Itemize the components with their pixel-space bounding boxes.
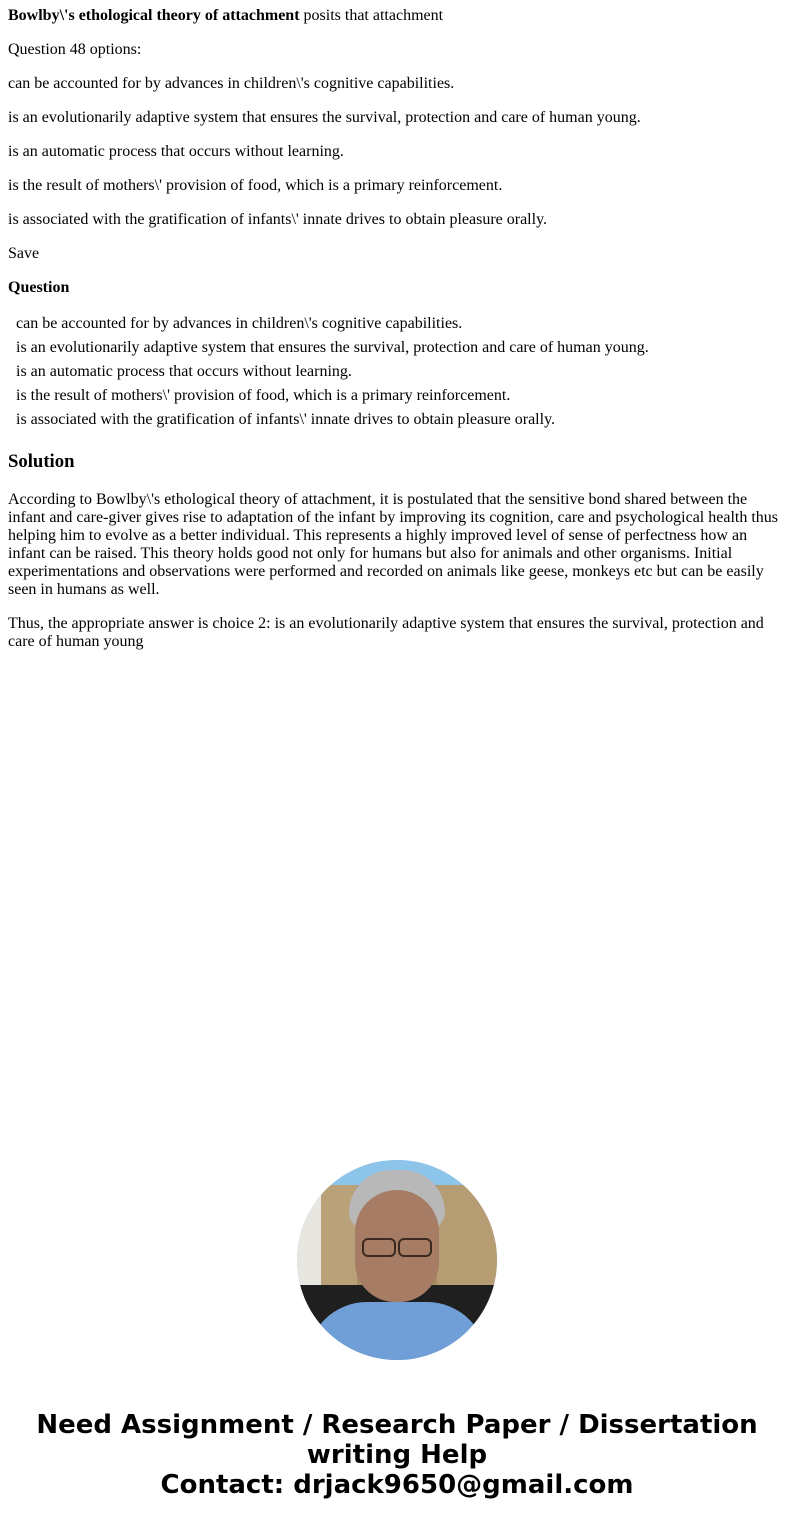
table-row <box>15 361 650 383</box>
question-options-table <box>13 311 652 433</box>
page-content <box>0 7 794 651</box>
question-heading: Question <box>8 279 70 296</box>
option-2: is an evolutionarily adaptive system that ensures the survival, protection and care of human young. <box>8 109 641 126</box>
table-row <box>15 337 650 359</box>
option-3: is an automatic process that occurs without learning. <box>8 143 344 160</box>
promo-section <box>0 1160 794 1500</box>
option-1: can be accounted for by advances in children\'s cognitive capabilities. <box>8 75 455 92</box>
promo-contact: Contact: drjack9650@gmail.com <box>160 1470 634 1500</box>
glasses-icon <box>362 1238 432 1254</box>
table-row <box>15 409 650 431</box>
options-label: Question 48 options: <box>8 41 142 58</box>
question-option-1: can be accounted for by advances in children\'s cognitive capabilities. <box>16 315 463 332</box>
option-4: is the result of mothers\' provision of food, which is a primary reinforcement. <box>8 177 503 194</box>
promo-line-1: Need Assignment / Research Paper / Dissertation <box>36 1410 758 1440</box>
question-option-4: is the result of mothers\' provision of food, which is a primary reinforcement. <box>16 387 511 404</box>
question-title-bold: Bowlby\'s ethological theory of attachment <box>8 7 300 24</box>
question-option-2: is an evolutionarily adaptive system that ensures the survival, protection and care of human young. <box>16 339 649 356</box>
solution-section <box>8 451 786 651</box>
question-title <box>8 7 786 25</box>
solution-heading: Solution <box>8 451 75 472</box>
question-option-3: is an automatic process that occurs without learning. <box>16 363 352 380</box>
table-row <box>15 313 650 335</box>
solution-paragraph-1: According to Bowlby\'s ethological theory of attachment, it is postulated that the sensitive bond shared between the infant and care-giver gives rise to adaptation of the infant by improving its cognition, care and psychological health thus helping him to evolve as a better individual. This represents a highly improved level of sense of perfectness how an infant can be raised. This theory holds good not only for humans but also for animals and other organisms. Initial experimentations and observations were performed and recorded on animals like geese, monkeys etc but can be easily seen in humans as well. <box>8 491 778 598</box>
option-5: is associated with the gratification of infants\' innate drives to obtain pleasure orally. <box>8 211 548 228</box>
solution-paragraph-2: Thus, the appropriate answer is choice 2: is an evolutionarily adaptive system that ensures the survival, protection and care of human young <box>8 615 764 650</box>
promo-line-2: writing Help <box>306 1440 488 1470</box>
promo-text <box>0 1410 794 1500</box>
avatar <box>297 1160 497 1360</box>
question-title-rest: posits that attachment <box>299 7 444 24</box>
table-row <box>15 385 650 407</box>
question-option-5: is associated with the gratification of infants\' innate drives to obtain pleasure orally. <box>16 411 556 428</box>
save-label: Save <box>8 245 40 262</box>
